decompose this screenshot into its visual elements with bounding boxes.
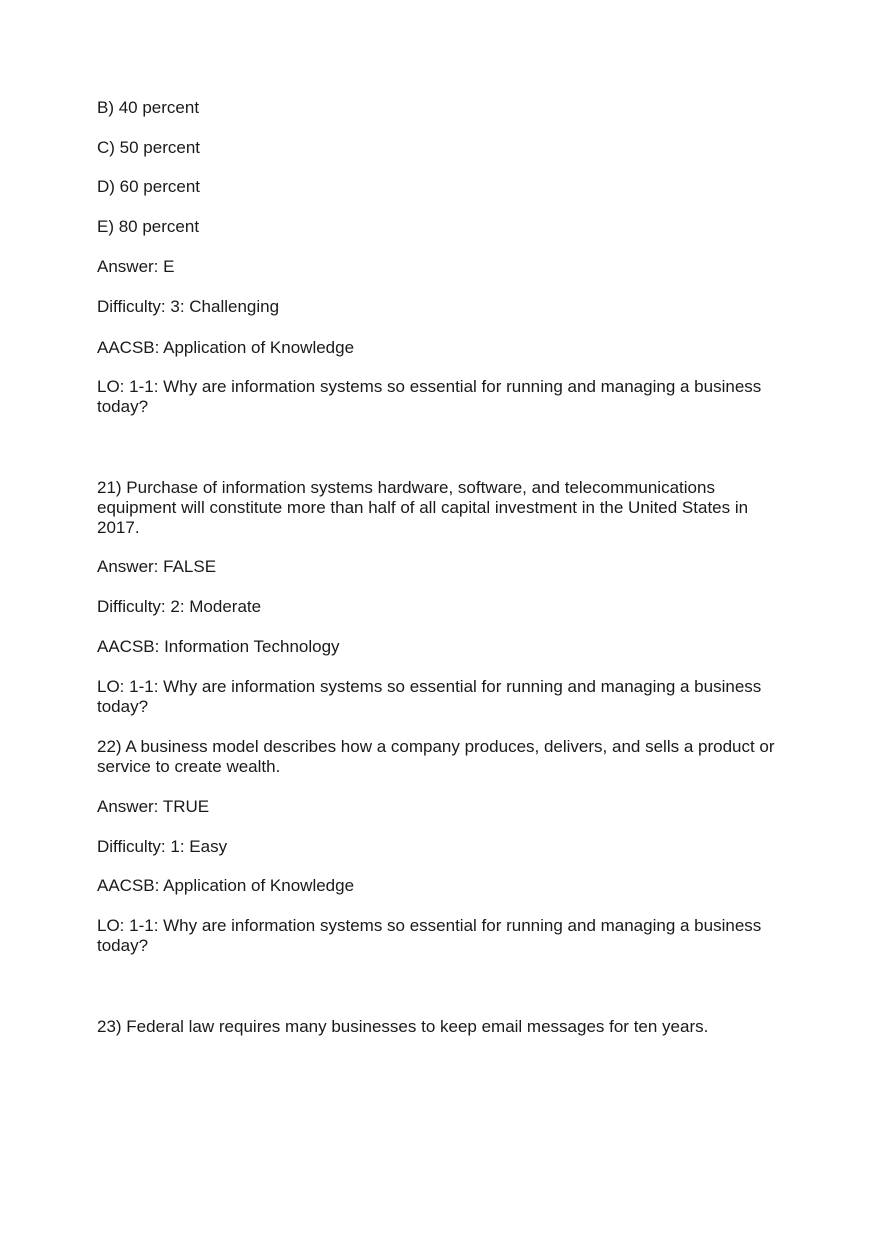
q21-answer: Answer: FALSE bbox=[97, 557, 217, 576]
q22-question: 22) A business model describes how a company produces, delivers, and sells a product or service to create wealth. bbox=[97, 737, 775, 776]
q20-option-c: C) 50 percent bbox=[97, 138, 200, 157]
q23-question: 23) Federal law requires many businesses to keep email messages for ten years. bbox=[97, 1017, 709, 1036]
q21-aacsb: AACSB: Information Technology bbox=[97, 637, 340, 656]
q21-learning-objective: LO: 1-1: Why are information systems so essential for running and managing a business today? bbox=[97, 677, 762, 716]
q22-difficulty: Difficulty: 1: Easy bbox=[97, 837, 228, 856]
q22-aacsb: AACSB: Application of Knowledge bbox=[97, 876, 355, 895]
q20-difficulty: Difficulty: 3: Challenging bbox=[97, 297, 280, 316]
q21-difficulty: Difficulty: 2: Moderate bbox=[97, 597, 262, 616]
q21-question: 21) Purchase of information systems hardware, software, and telecommunications equipment will constitute more than half of all capital investment in the United States in 2017. bbox=[97, 478, 749, 537]
q20-learning-objective: LO: 1-1: Why are information systems so essential for running and managing a business today? bbox=[97, 377, 762, 416]
q22-answer: Answer: TRUE bbox=[97, 797, 210, 816]
q20-aacsb: AACSB: Application of Knowledge bbox=[97, 338, 355, 357]
q20-option-b: B) 40 percent bbox=[97, 98, 200, 117]
q22-learning-objective: LO: 1-1: Why are information systems so essential for running and managing a business today? bbox=[97, 916, 762, 955]
q20-option-d: D) 60 percent bbox=[97, 177, 200, 196]
q20-option-e: E) 80 percent bbox=[97, 217, 200, 236]
q20-answer: Answer: E bbox=[97, 257, 175, 276]
